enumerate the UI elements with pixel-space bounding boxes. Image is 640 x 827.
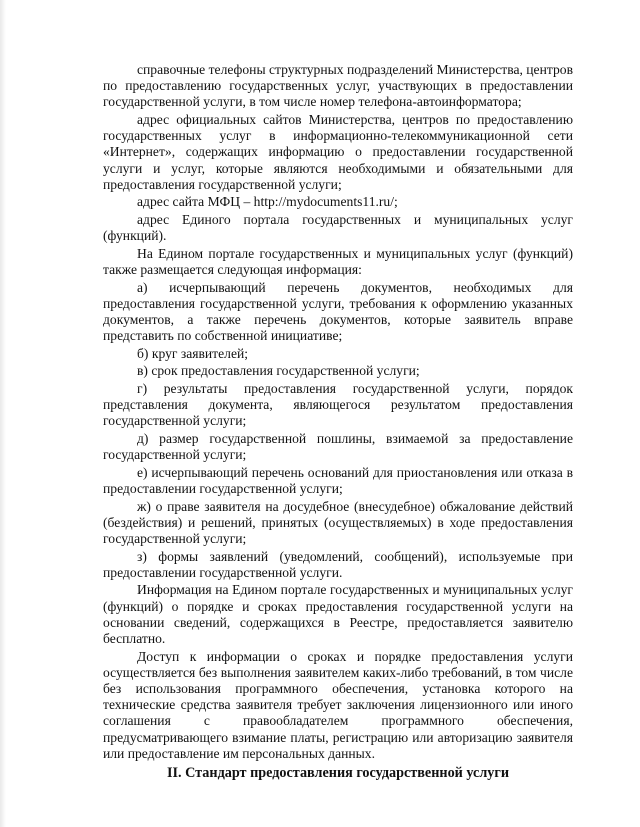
list-item-b: б) круг заявителей; xyxy=(137,345,249,361)
list-item-g: г) результаты предоставления государственной услуги, порядок представления документа, являющегося результатом предоставления государственной услуги; xyxy=(103,380,573,429)
list-item-z: з) формы заявлений (уведомлений, сообщений), используемые при предоставлении государственной услуги. xyxy=(103,548,573,580)
paragraph-official-sites: адрес официальных сайтов Министерства, центров по предоставлению государственных услуг в информационно-телекоммуникационной сети «Интернет», содержащих информацию о предоставлении государственной услуги и услуг, которые являются необходимыми и обязательными для предоставления государственной услуги; xyxy=(103,112,573,192)
paragraph-unified-portal-address: адрес Единого портала государственных и муниципальных услуг (функций). xyxy=(103,212,573,244)
list-item-d: д) размер государственной пошлины, взимаемой за предоставление государственной услуги; xyxy=(103,430,573,463)
list-item-v: в) срок предоставления государственной услуги; xyxy=(137,363,420,379)
paragraph-reference-phones: справочные телефоны структурных подразделений Министерства, центров по предоставлению государственных услуг, участвующих в предоставлении государственной услуги, в том числе номер телефона-автоинформатора; xyxy=(103,62,573,110)
list-item-e: е) исчерпывающий перечень оснований для приостановления или отказа в предоставлении государственной услуги; xyxy=(103,464,573,496)
list-item-zh: ж) о праве заявителя на досудебное (внесудебное) обжалование действий (бездействия) и решений, принятых (осуществляемых) в ходе предоставления государственной услуги; xyxy=(103,498,573,546)
document-page xyxy=(103,62,573,781)
paragraph-access-info: Доступ к информации о сроках и порядке предоставления услуги осуществляется без выполнения заявителем каких-либо требований, в том числе без использования программного обеспечения, установка которого на технические средства заявителя требует заключения лицензионного или иного соглашения с правообладателем программного обеспечения, предусматривающего взимание платы, регистрацию или авторизацию заявителя или предоставление им персональных данных. xyxy=(103,648,573,761)
paragraph-portal-info-free: Информация на Едином портале государственных и муниципальных услуг (функций) о порядке и сроках предоставления государственной услуги на основании сведений, содержащихся в Реестре, предоставляется заявителю бесплатно. xyxy=(103,582,573,646)
paragraph-portal-info-intro: На Едином портале государственных и муниципальных услуг (функций) также размещается следующая информация: xyxy=(103,245,573,277)
list-item-a: а) исчерпывающий перечень документов, необходимых для предоставления государственной услуги, требования к оформлению указанных документов, а также перечень документов, которые заявитель вправе представить по собственной инициативе; xyxy=(103,279,573,344)
paragraph-mfc-site: адрес сайта МФЦ – http://mydocuments11.ru/; xyxy=(137,194,398,210)
scan-edge-shadow xyxy=(0,0,6,827)
section-heading: II. Стандарт предоставления государственной услуги xyxy=(166,765,510,781)
